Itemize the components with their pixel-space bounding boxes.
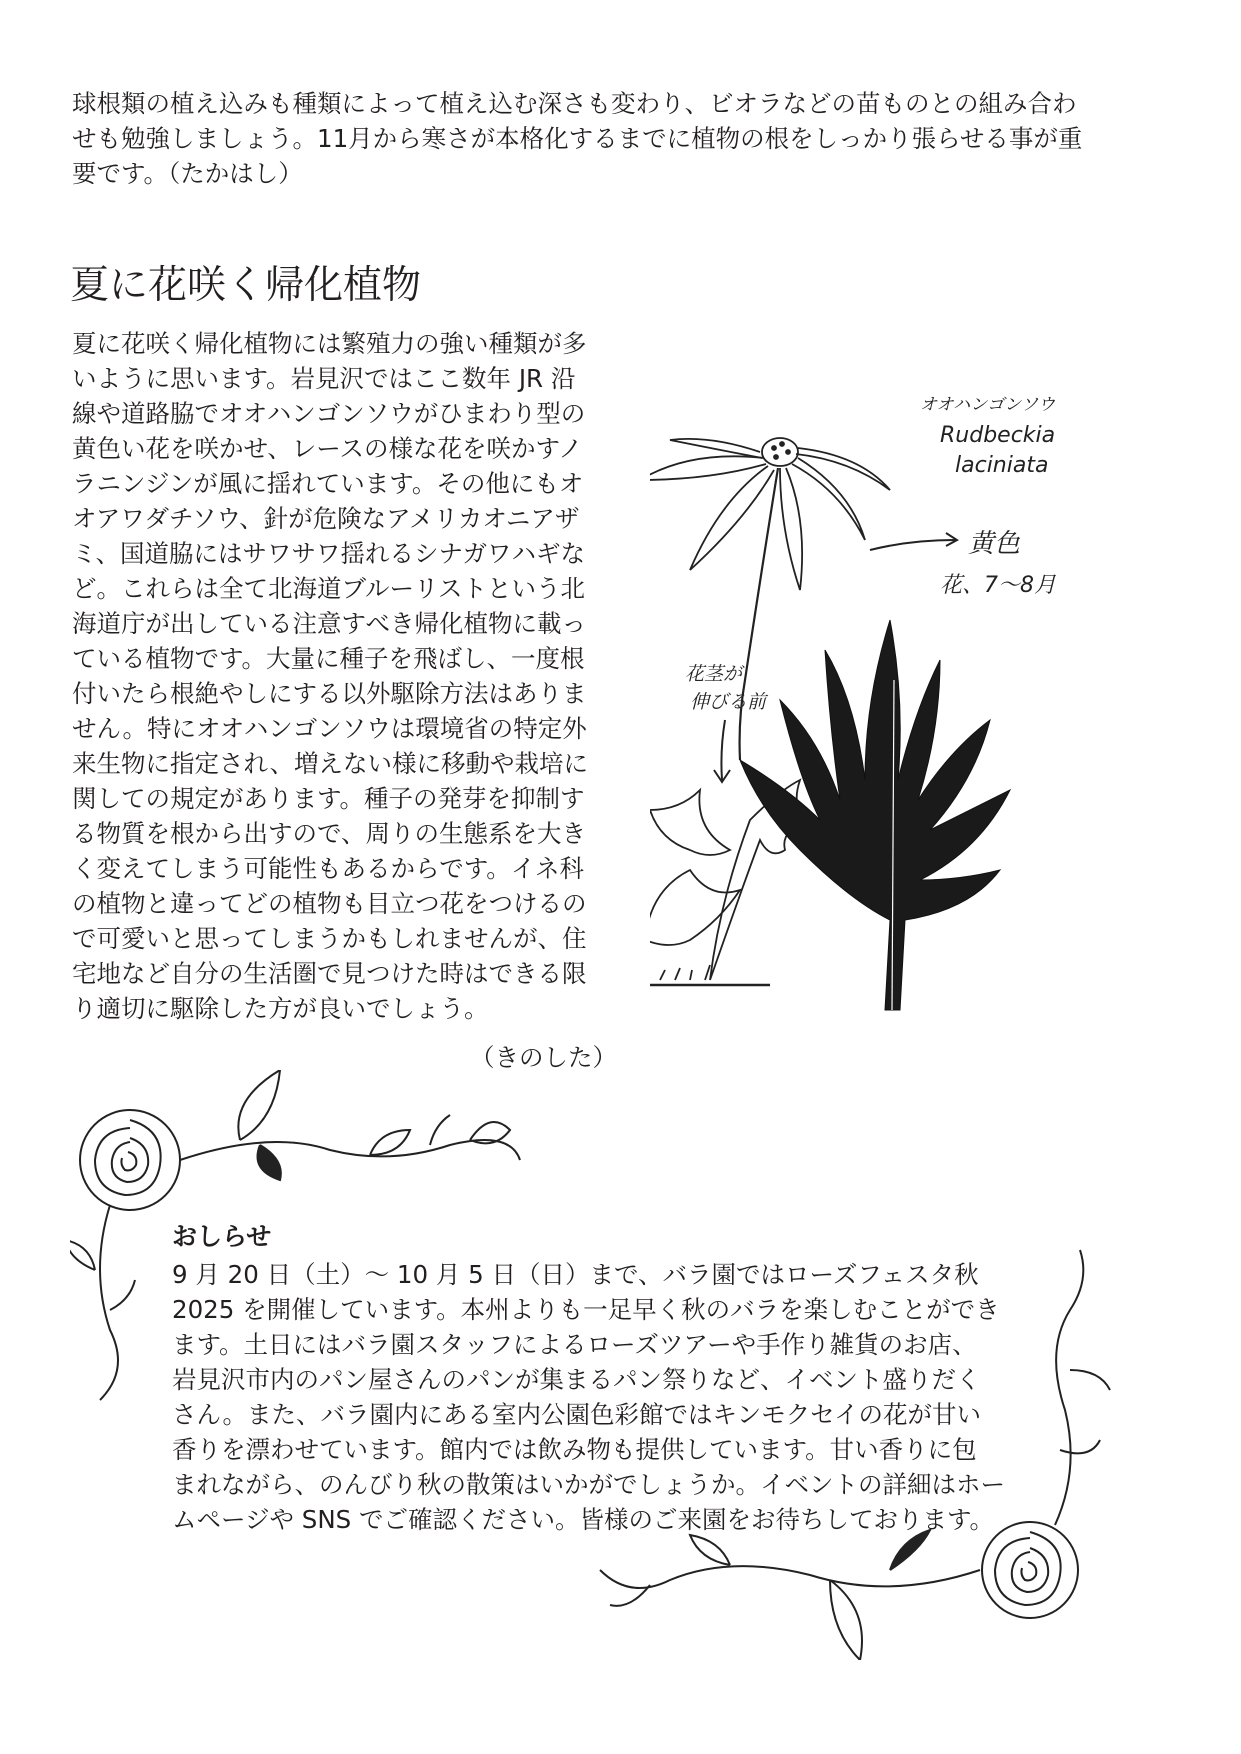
notice-line: 2025 を開催しています。本州よりも一足早く秋のバラを楽しむことができ — [172, 1295, 1000, 1324]
section-body — [72, 326, 612, 1026]
label-plant-name-jp: オオハンゴンソウ — [920, 395, 1056, 415]
section-title: 夏に花咲く帰化植物 — [70, 263, 422, 308]
notice-line: ます。土日にはバラ園スタッフによるローズツアーや手作り雑貨のお店、 — [172, 1330, 977, 1359]
rudbeckia-illustration — [650, 380, 1090, 1030]
notice-line: さん。また、バラ園内にある室内公園色彩館ではキンモクセイの花が甘い — [172, 1400, 981, 1429]
body-line: 来生物に指定され、増えない様に移動や栽培に — [72, 749, 588, 778]
section-author: （きのした） — [470, 1043, 617, 1072]
label-color-note: 黄色 — [968, 529, 1021, 559]
body-line: る物質を根から出すので、周りの生態系を大き — [72, 819, 587, 848]
vine-bottom — [600, 1566, 980, 1588]
body-line: 夏に花咲く帰化植物には繁殖力の強い種類が多 — [72, 329, 587, 358]
body-line: 関しての規定があります。種子の発芽を抑制す — [72, 784, 585, 813]
body-line: り適切に駆除した方が良いでしょう。 — [72, 994, 489, 1023]
body-line: せん。特にオオハンゴンソウは環境省の特定外 — [72, 714, 587, 743]
notice-line: まれながら、のんびり秋の散策はいかがでしょうか。イベントの詳細はホー — [172, 1470, 1005, 1499]
body-line: 黄色い花を咲かせ、レースの様な花を咲かすノ — [72, 434, 583, 463]
body-line: ミ、国道脇にはサワサワ揺れるシナガワハギな — [72, 539, 586, 568]
body-line: 宅地など自分の生活圏で見つけた時はできる限 — [72, 959, 587, 988]
label-stem-note-1: 花茎が — [685, 663, 743, 685]
vine-left — [100, 1205, 118, 1400]
label-latin-species: laciniata — [955, 453, 1049, 478]
notice-line: 岩見沢市内のパン屋さんのパンが集まるパン祭りなど、イベント盛りだく — [172, 1365, 981, 1394]
label-latin-genus: Rudbeckia — [940, 423, 1056, 448]
body-line: いように思います。岩見沢ではここ数年 JR 沿 — [72, 364, 576, 393]
body-line: 付いたら根絶やしにする以外駆除方法はありま — [72, 679, 587, 708]
body-line: ど。これらは全て北海道ブルーリストという北 — [72, 574, 586, 603]
arrow-to-basal-leaves — [721, 720, 725, 780]
body-line: オアワダチソウ、針が危険なアメリカオニアザ — [72, 504, 580, 533]
body-line: で可愛いと思ってしまうかもしれませんが、住 — [72, 924, 587, 953]
body-line: ラニンジンが風に揺れています。その他にもオ — [72, 469, 584, 498]
lobed-leaf — [740, 620, 1010, 1010]
intro-paragraph — [72, 86, 1112, 191]
body-line: ている植物です。大量に種子を飛ばし、一度根 — [72, 644, 585, 673]
vine-top — [180, 1140, 520, 1160]
body-line: く変えてしまう可能性もあるからです。イネ科 — [72, 854, 585, 883]
body-line: 海道庁が出している注意すべき帰化植物に載っ — [72, 609, 587, 638]
notice-line: 9 月 20 日（土）〜 10 月 5 日（日）まで、バラ園ではローズフェスタ秋 — [172, 1260, 979, 1289]
body-line: の植物と違ってどの植物も目立つ花をつけるの — [72, 889, 587, 918]
arrow-to-color-note — [870, 540, 955, 550]
body-line: 線や道路脇でオオハンゴンソウがひまわり型の — [72, 399, 586, 428]
label-bloom-note: 花、7〜8月 — [940, 573, 1056, 598]
notice-title: おしらせ — [172, 1222, 272, 1251]
notice-body — [172, 1257, 1022, 1537]
intro-line: 球根類の植え込みも種類によって植え込む深さも変わり、ビオラなどの苗ものとの組み合わ — [72, 89, 1077, 118]
notice-line: ムページや SNS でご確認ください。皆様のご来園をお待ちしております。 — [172, 1505, 995, 1534]
label-stem-note-2: 伸びる前 — [690, 691, 767, 713]
notice-line: 香りを漂わせています。館内では飲み物も提供しています。甘い香りに包 — [172, 1435, 977, 1464]
vine-right — [1055, 1250, 1083, 1525]
intro-line: せも勉強しましょう。11月から寒さが本格化するまでに植物の根をしっかり張らせる事が重 — [72, 124, 1083, 153]
rose-top-left-icon — [80, 1110, 180, 1210]
intro-line: 要です。（たかはし） — [72, 159, 303, 188]
